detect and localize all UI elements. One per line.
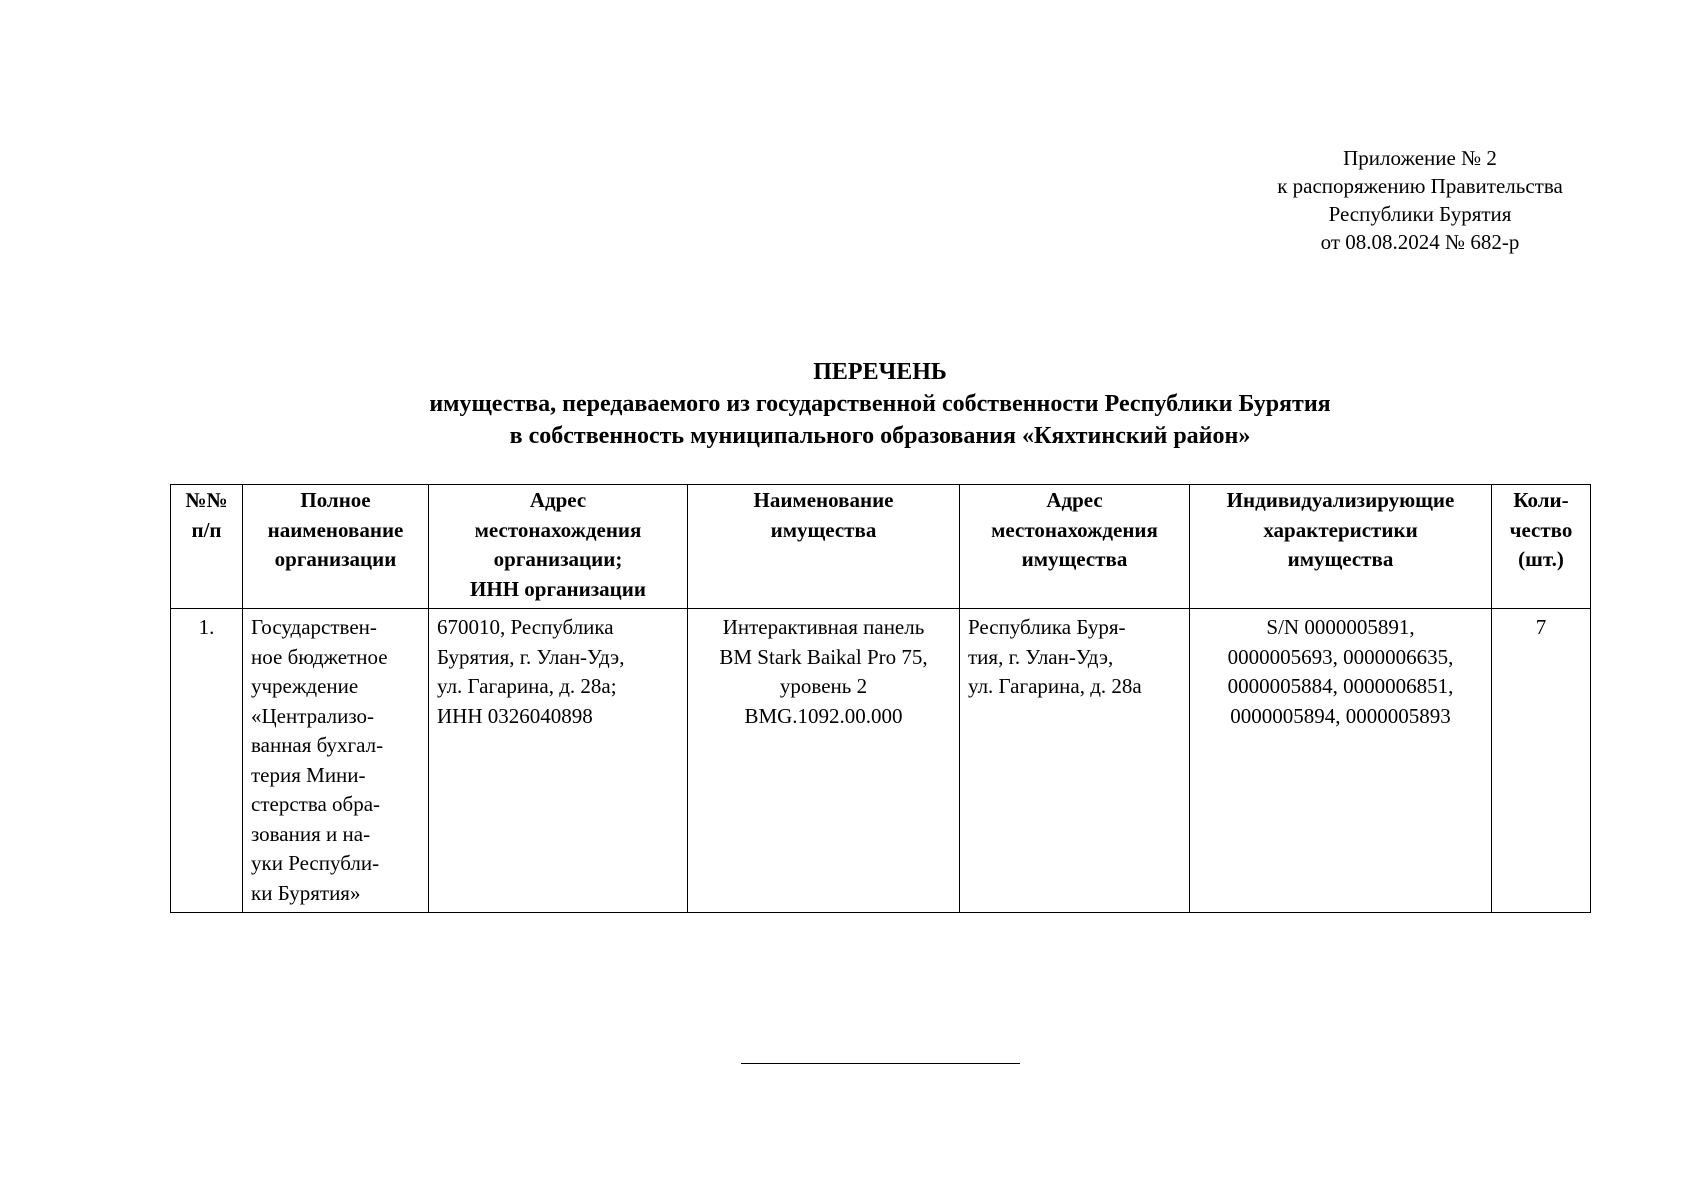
document-title: ПЕРЕЧЕНЬ — [813, 359, 947, 385]
document-heading — [170, 356, 1590, 452]
cell-quantity: 7 — [1492, 609, 1591, 913]
table-row — [171, 609, 1591, 913]
cell-org-address: 670010, Республика Бурятия, г. Улан-Удэ, ул. Гагарина, д. 28а; ИНН 0326040898 — [429, 609, 688, 913]
header-organization: Полное наименование организации — [243, 485, 429, 609]
header-characteristics: Индивидуализирующие характеристики имущества — [1190, 485, 1492, 609]
header-quantity: Коли- чество (шт.) — [1492, 485, 1591, 609]
property-table — [170, 484, 1591, 913]
table-body — [171, 609, 1591, 913]
table-header — [171, 485, 1591, 609]
appendix-line-1: Приложение № 2 — [1343, 146, 1497, 170]
appendix-line-2: к распоряжению Правительства — [1277, 174, 1563, 198]
header-property-address: Адрес местонахождения имущества — [960, 485, 1190, 609]
cell-property-name: Интерактивная панель BM Stark Baikal Pro 75, уровень 2 BMG.1092.00.000 — [688, 609, 960, 913]
header-property-name: Наименование имущества — [688, 485, 960, 609]
appendix-block — [1230, 144, 1610, 256]
cell-property-address: Республика Буря- тия, г. Улан-Удэ, ул. Гагарина, д. 28а — [960, 609, 1190, 913]
closing-divider — [741, 1063, 1020, 1064]
cell-characteristics: S/N 0000005891, 0000005693, 0000006635, 0000005884, 0000006851, 0000005894, 0000005893 — [1190, 609, 1492, 913]
cell-organization: Государствен- ное бюджетное учреждение «Централизо- ванная бухгал- терия Мини- стерства обра- зования и на- уки Республи- ки Бурятия» — [243, 609, 429, 913]
cell-number: 1. — [171, 609, 243, 913]
document-subtitle-line-2: в собственность муниципального образования «Кяхтинский район» — [509, 423, 1251, 449]
document-subtitle-line-1: имущества, передаваемого из государственной собственности Республики Бурятия — [429, 391, 1331, 417]
header-org-address: Адрес местонахождения организации; ИНН организации — [429, 485, 688, 609]
appendix-line-4: от 08.08.2024 № 682-р — [1320, 230, 1520, 254]
appendix-line-3: Республики Бурятия — [1328, 202, 1512, 226]
table-header-row — [171, 485, 1591, 609]
header-number: №№ п/п — [171, 485, 243, 609]
